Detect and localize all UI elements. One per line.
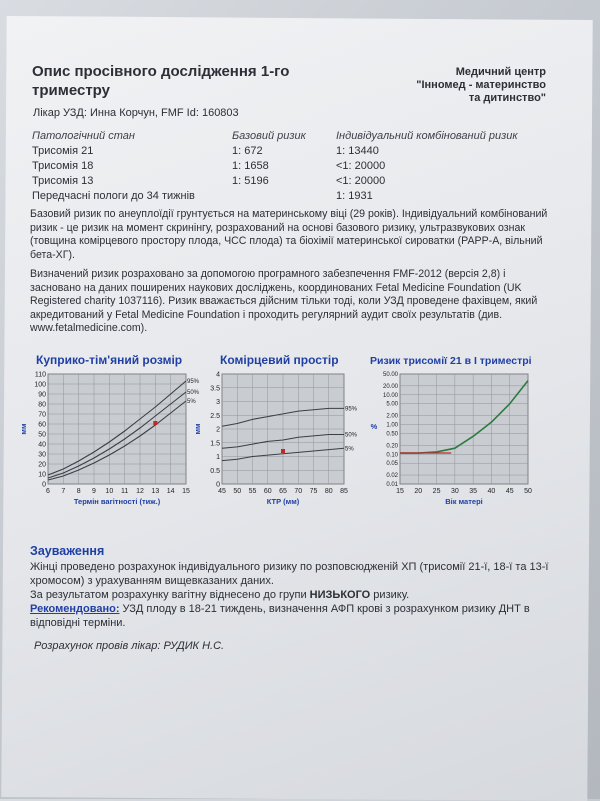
y-tick-label: 0.50 bbox=[386, 431, 398, 438]
table-row: Трисомія 13 1: 5196 <1: 20000 bbox=[32, 174, 386, 187]
y-tick-label: 20 bbox=[38, 461, 46, 469]
y-tick-label: 2 bbox=[216, 426, 220, 434]
table-row: Трисомія 18 1: 1658 <1: 20000 bbox=[32, 159, 386, 172]
t21-chart-svg bbox=[366, 352, 542, 512]
y-tick-label: 30 bbox=[38, 451, 46, 459]
x-tick-label: 14 bbox=[166, 488, 175, 495]
base-risk-paragraph: Базовий ризик по анеуплоїдії грунтується на материнському віці (29 років). Індивідуальний комбінований ризик - це ризик на момент скринінгу, розрахований на основі базового ризику, ультразвукових ознак (товщина комірцевого простору плода, ЧСС плода) та біохімії материнської сироватки (PAPP-A, вільний бета-ХГ). bbox=[30, 208, 548, 261]
x-tick-label: 8 bbox=[76, 488, 81, 495]
y-tick-label: 1.5 bbox=[210, 440, 220, 448]
doctor-line: Лікар УЗД: Инна Корчун, FMF Id: 160803 bbox=[33, 107, 239, 119]
series-label: 95% bbox=[187, 379, 200, 385]
y-tick-label: 90 bbox=[38, 391, 46, 399]
plot-area bbox=[48, 374, 186, 484]
y-tick-label: 50 bbox=[38, 431, 46, 439]
software-paragraph: Визначений ризик розраховано за допомогою програмного забезпечення FMF-2012 (версія 2,8) і засновано на даних поширених наукових досліджень, координованих Fetal Medicine Foundation (UK Registered charity 1037116). Ризик вважається дійсним тільки тоді, коли УЗД проведене фахівцем, який акредитований у Fetal Medicine Foundation і проходить регулярний аудит своїх результатів (див. www.fetalmedicine.com). bbox=[30, 268, 538, 335]
y-tick-label: 100 bbox=[34, 381, 46, 389]
table-row: Трисомія 21 1: 672 1: 13440 bbox=[32, 144, 379, 157]
y-tick-label: 10.00 bbox=[382, 392, 398, 399]
risk-table bbox=[30, 128, 538, 203]
x-tick-label: 12 bbox=[136, 488, 144, 495]
y-tick-label: 0.05 bbox=[386, 461, 398, 468]
y-tick-label: 0.10 bbox=[386, 452, 398, 459]
page-title: Опис просівного дослідження 1-го триместру bbox=[32, 63, 290, 99]
x-tick-label: 85 bbox=[340, 488, 348, 495]
y-tick-label: 2.5 bbox=[210, 412, 220, 420]
series-label: 95% bbox=[345, 406, 358, 413]
y-tick-label: 40 bbox=[38, 441, 46, 449]
x-tick-label: 35 bbox=[469, 488, 478, 495]
x-tick-label: 10 bbox=[105, 488, 114, 495]
series-label: 50% bbox=[345, 432, 358, 439]
y-tick-label: 0 bbox=[42, 481, 46, 489]
x-tick-label: 25 bbox=[432, 488, 441, 495]
x-tick-label: 45 bbox=[505, 488, 514, 495]
measurement-point bbox=[281, 449, 285, 453]
y-tick-label: 1.00 bbox=[386, 422, 398, 429]
nt-chart-svg bbox=[193, 352, 360, 512]
x-tick-label: 75 bbox=[309, 488, 318, 495]
y-tick-label: 60 bbox=[38, 421, 46, 429]
chart-title: Куприко-тім'яний розмір bbox=[36, 353, 183, 367]
x-tick-label: 6 bbox=[46, 488, 50, 495]
y-tick-label: 5.00 bbox=[386, 401, 398, 408]
x-tick-label: 80 bbox=[324, 488, 333, 495]
signature-line: Розрахунок провів лікар: РУДИК Н.С. bbox=[34, 640, 225, 652]
chart-title: Ризик трисомії 21 в І триместрі bbox=[370, 355, 532, 367]
x-tick-label: 55 bbox=[248, 488, 257, 495]
x-tick-label: 11 bbox=[121, 488, 129, 495]
crl-chart bbox=[14, 352, 200, 512]
notes-section bbox=[30, 544, 570, 630]
x-tick-label: 70 bbox=[294, 488, 303, 495]
y-tick-label: 80 bbox=[38, 401, 46, 409]
x-axis-label: Вік матері bbox=[445, 497, 483, 506]
chart-title: Комірцевий простір bbox=[220, 353, 339, 367]
x-tick-label: 20 bbox=[414, 488, 423, 495]
x-tick-label: 7 bbox=[61, 488, 66, 495]
x-tick-label: 13 bbox=[151, 488, 160, 495]
recommendation: Рекомендовано: УЗД плоду в 18-21 тиждень, визначення АФП крові з розрахунком ризику ДНТ в відповідні терміни. bbox=[30, 603, 530, 629]
y-tick-label: 3 bbox=[216, 399, 220, 406]
y-tick-label: 1 bbox=[216, 454, 220, 461]
notes-line2: За результатом розрахунку вагітну віднесено до групи НИЗЬКОГО ризику. bbox=[30, 589, 410, 601]
x-tick-label: 60 bbox=[263, 488, 272, 495]
y-tick-label: 0.01 bbox=[386, 482, 398, 488]
x-axis-label: КТР (мм) bbox=[266, 497, 300, 506]
series-label: 5% bbox=[345, 446, 354, 453]
x-tick-label: 40 bbox=[487, 488, 496, 495]
x-tick-label: 50 bbox=[524, 488, 532, 495]
x-tick-label: 50 bbox=[233, 488, 242, 495]
y-tick-label: 0 bbox=[216, 481, 220, 489]
y-tick-label: 20.00 bbox=[382, 383, 398, 390]
y-tick-label: 70 bbox=[38, 411, 46, 419]
x-tick-label: 30 bbox=[450, 488, 459, 495]
measurement-point bbox=[153, 421, 157, 425]
t21-chart bbox=[366, 352, 542, 512]
x-tick-label: 45 bbox=[218, 488, 226, 495]
x-tick-label: 65 bbox=[279, 488, 287, 495]
risk-table-header: Патологічний стан Базовий ризик Індивідуальний комбінований ризик bbox=[32, 129, 518, 142]
y-axis-label: мм bbox=[19, 423, 28, 435]
x-axis-label: Термін вагітності (тиж.) bbox=[73, 497, 161, 506]
x-tick-label: 15 bbox=[396, 488, 404, 495]
plot-area bbox=[400, 374, 528, 484]
medical-center-name: Медичний центр "Інномед - материнство та дитинство" bbox=[416, 66, 546, 104]
x-tick-label: 9 bbox=[92, 488, 96, 495]
y-tick-label: 3.5 bbox=[210, 385, 220, 393]
series-label: 5% bbox=[187, 399, 196, 405]
x-tick-label: 15 bbox=[182, 488, 190, 495]
table-row: Передчасні пологи до 34 тижнів 1: 1931 bbox=[32, 189, 373, 202]
series-label: 50% bbox=[187, 390, 200, 396]
y-tick-label: 2.00 bbox=[386, 413, 398, 420]
y-axis-label: мм bbox=[193, 423, 202, 435]
y-tick-label: 0.02 bbox=[386, 473, 398, 480]
y-tick-label: 0.5 bbox=[210, 467, 220, 475]
notes-heading: Зауваження bbox=[30, 544, 105, 558]
nt-chart bbox=[193, 352, 360, 512]
y-tick-label: 4 bbox=[216, 371, 220, 379]
y-axis-label: % bbox=[370, 422, 378, 431]
y-tick-label: 10 bbox=[38, 471, 46, 479]
y-tick-label: 50.00 bbox=[382, 372, 398, 378]
y-tick-label: 0.20 bbox=[386, 443, 398, 450]
y-tick-label: 110 bbox=[34, 371, 46, 379]
crl-chart-svg bbox=[14, 352, 200, 512]
notes-line1: Жінці проведено розрахунок індивідуального ризику по розповсюдженій ХП (трисомії 21-ї, 18-ї та 13-ї хромосом) з урахуванням вищевказаних даних. bbox=[30, 561, 549, 587]
